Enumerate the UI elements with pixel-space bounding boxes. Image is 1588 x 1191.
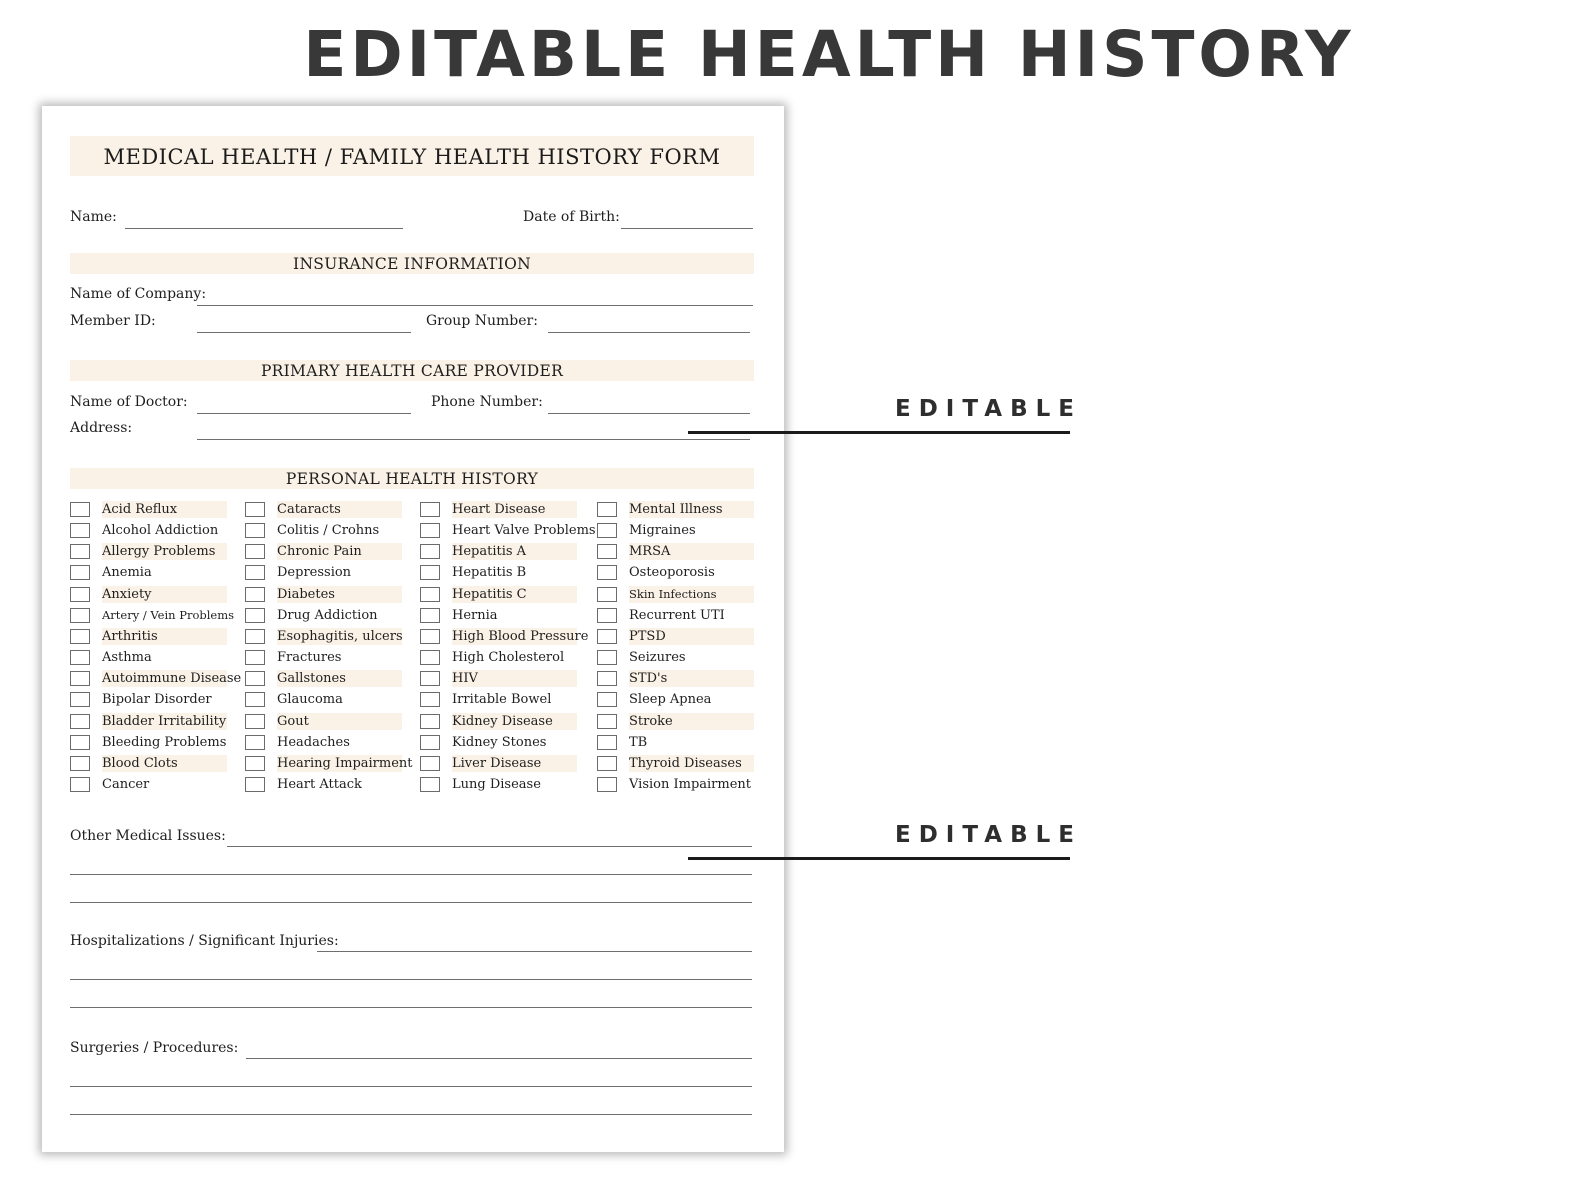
surgeries-line-3[interactable] <box>70 1114 752 1115</box>
history-item[interactable] <box>245 647 342 668</box>
history-item-label: Cancer <box>102 776 150 792</box>
history-checkbox[interactable] <box>420 735 440 750</box>
form-sheet <box>42 106 784 1152</box>
history-item-label: Anxiety <box>102 586 227 603</box>
history-item[interactable] <box>597 647 686 668</box>
editable-callout-1-line <box>688 431 1070 434</box>
history-item[interactable] <box>245 520 380 541</box>
history-item-label: HIV <box>452 670 577 687</box>
member-id-label: Member ID: <box>70 313 156 329</box>
history-item-label: Liver Disease <box>452 755 577 772</box>
history-item[interactable] <box>245 732 350 753</box>
form-title: MEDICAL HEALTH / FAMILY HEALTH HISTORY FORM <box>70 136 754 176</box>
history-item[interactable] <box>245 626 403 647</box>
history-checkbox[interactable] <box>597 544 617 559</box>
history-item-label: Hepatitis C <box>452 586 577 603</box>
history-checkbox[interactable] <box>597 650 617 665</box>
history-checkbox[interactable] <box>245 587 265 602</box>
history-item-label: Cataracts <box>277 501 402 518</box>
history-item-label: Alcohol Addiction <box>102 523 219 539</box>
history-item[interactable] <box>420 668 478 689</box>
history-item-label: Kidney Stones <box>452 734 547 750</box>
company-label: Name of Company: <box>70 286 207 302</box>
hospitalizations-line-1[interactable] <box>317 951 752 952</box>
history-item[interactable] <box>70 774 150 795</box>
history-checkbox[interactable] <box>420 650 440 665</box>
history-item[interactable] <box>245 541 362 562</box>
history-item[interactable] <box>597 753 742 774</box>
history-item[interactable] <box>420 689 552 710</box>
history-item-label: Sleep Apnea <box>629 692 712 708</box>
history-item-label: Hepatitis B <box>452 565 527 581</box>
phone-label: Phone Number: <box>431 394 543 410</box>
history-item[interactable] <box>420 711 553 732</box>
history-checkbox[interactable] <box>597 502 617 517</box>
history-item[interactable] <box>245 584 335 605</box>
history-item-label: Skin Infections <box>629 586 754 603</box>
history-item[interactable] <box>420 541 527 562</box>
history-checkbox[interactable] <box>245 608 265 623</box>
history-item[interactable] <box>70 499 178 520</box>
history-item[interactable] <box>70 562 152 583</box>
history-item[interactable] <box>70 584 152 605</box>
history-item-label: Anemia <box>102 565 152 581</box>
history-item-label: Arthritis <box>102 628 227 645</box>
hospitalizations-label: Hospitalizations / Significant Injuries: <box>70 933 339 949</box>
surgeries-line-1[interactable] <box>246 1058 752 1059</box>
history-item[interactable] <box>70 647 152 668</box>
company-field[interactable] <box>197 305 753 306</box>
other-issues-line-3[interactable] <box>70 902 752 903</box>
history-checkbox[interactable] <box>245 523 265 538</box>
history-checkbox[interactable] <box>420 502 440 517</box>
history-checkbox[interactable] <box>597 565 617 580</box>
dob-label: Date of Birth: <box>523 209 620 225</box>
history-item[interactable] <box>245 689 343 710</box>
history-item[interactable] <box>70 732 227 753</box>
history-item[interactable] <box>597 541 671 562</box>
doctor-label: Name of Doctor: <box>70 394 188 410</box>
history-checkbox[interactable] <box>245 650 265 665</box>
history-item-label: Drug Addiction <box>277 607 378 623</box>
editable-callout-2-line <box>688 857 1070 860</box>
history-item[interactable] <box>420 499 546 520</box>
history-item-label: Osteoporosis <box>629 565 715 581</box>
history-checkbox[interactable] <box>70 756 90 771</box>
member-id-field[interactable] <box>197 332 411 333</box>
history-item-label: Stroke <box>629 713 754 730</box>
history-checkbox[interactable] <box>597 671 617 686</box>
address-label: Address: <box>70 420 133 436</box>
history-item-label: Seizures <box>629 650 686 666</box>
history-item-label: Bipolar Disorder <box>102 692 212 708</box>
history-item-label: Esophagitis, ulcers <box>277 628 403 644</box>
history-checkbox[interactable] <box>597 714 617 729</box>
history-item[interactable] <box>597 668 668 689</box>
phone-field[interactable] <box>548 413 750 414</box>
history-item-label: Bladder Irritability <box>102 713 227 729</box>
history-item-label: Kidney Disease <box>452 713 577 730</box>
history-item[interactable] <box>420 647 565 668</box>
history-checkbox[interactable] <box>245 629 265 644</box>
history-item[interactable] <box>420 520 596 541</box>
history-item-label: High Cholesterol <box>452 650 565 666</box>
provider-heading: PRIMARY HEALTH CARE PROVIDER <box>70 360 754 381</box>
history-item[interactable] <box>70 668 242 689</box>
history-item-label: Migraines <box>629 523 696 539</box>
history-heading: PERSONAL HEALTH HISTORY <box>70 468 754 489</box>
history-checkbox[interactable] <box>245 692 265 707</box>
history-checkbox[interactable] <box>420 777 440 792</box>
history-checkbox[interactable] <box>70 777 90 792</box>
history-checkbox[interactable] <box>245 714 265 729</box>
history-item-label: Hepatitis A <box>452 543 577 560</box>
history-item-label: Diabetes <box>277 586 402 603</box>
history-item[interactable] <box>245 605 378 626</box>
history-item-label: Fractures <box>277 650 342 666</box>
history-item-label: Chronic Pain <box>277 543 402 560</box>
history-checkbox[interactable] <box>597 756 617 771</box>
history-item[interactable] <box>420 774 541 795</box>
history-item-label: High Blood Pressure <box>452 628 589 644</box>
history-item[interactable] <box>420 584 527 605</box>
history-item-label: Hearing Impairment <box>277 755 413 771</box>
history-checkbox[interactable] <box>420 692 440 707</box>
history-item[interactable] <box>597 605 725 626</box>
history-checkbox[interactable] <box>70 587 90 602</box>
history-item[interactable] <box>597 562 715 583</box>
history-item-label: Asthma <box>102 650 152 666</box>
history-item[interactable] <box>597 732 648 753</box>
history-item[interactable] <box>420 626 589 647</box>
history-item-label: Irritable Bowel <box>452 692 552 708</box>
history-checkbox[interactable] <box>597 735 617 750</box>
banner-title: EDITABLE HEALTH HISTORY <box>303 18 1355 91</box>
history-checkbox[interactable] <box>245 565 265 580</box>
history-item-label: Hernia <box>452 607 498 623</box>
history-checkbox[interactable] <box>70 608 90 623</box>
doctor-field[interactable] <box>197 413 411 414</box>
history-item[interactable] <box>245 753 413 774</box>
history-checkbox[interactable] <box>70 565 90 580</box>
history-checkbox[interactable] <box>420 629 440 644</box>
history-item-label: Acid Reflux <box>102 501 227 518</box>
dob-field[interactable] <box>621 228 753 229</box>
editable-callout-1: EDITABLE <box>895 396 1082 422</box>
history-item-label: PTSD <box>629 628 754 645</box>
history-item[interactable] <box>420 753 542 774</box>
history-checkbox[interactable] <box>70 523 90 538</box>
history-item-label: Glaucoma <box>277 692 343 708</box>
history-item[interactable] <box>597 774 752 795</box>
history-item[interactable] <box>420 605 498 626</box>
history-checkbox[interactable] <box>420 671 440 686</box>
history-checkbox[interactable] <box>420 587 440 602</box>
history-checkbox[interactable] <box>70 714 90 729</box>
history-item[interactable] <box>245 711 309 732</box>
history-item-label: Recurrent UTI <box>629 607 725 623</box>
history-item[interactable] <box>70 711 227 732</box>
history-item-label: STD's <box>629 670 754 687</box>
history-item[interactable] <box>597 584 717 605</box>
history-item-label: Headaches <box>277 734 350 750</box>
history-checkbox[interactable] <box>245 671 265 686</box>
history-checkbox[interactable] <box>420 714 440 729</box>
history-item-label: Gallstones <box>277 670 402 687</box>
history-item[interactable] <box>597 520 696 541</box>
history-item-label: Heart Attack <box>277 776 362 792</box>
surgeries-label: Surgeries / Procedures: <box>70 1040 239 1056</box>
history-checkbox[interactable] <box>70 544 90 559</box>
history-item-label: Autoimmune Disease <box>102 671 242 687</box>
history-item-label: Allergy Problems <box>102 543 227 560</box>
history-item-label: Thyroid Diseases <box>629 755 754 772</box>
history-item[interactable] <box>70 541 216 562</box>
history-item[interactable] <box>597 711 673 732</box>
history-checkbox[interactable] <box>597 692 617 707</box>
hospitalizations-line-3[interactable] <box>70 1007 752 1008</box>
history-item[interactable] <box>245 499 341 520</box>
history-item-label: Mental Illness <box>629 501 754 518</box>
name-field[interactable] <box>125 228 403 229</box>
history-checkbox[interactable] <box>597 523 617 538</box>
history-checkbox[interactable] <box>245 777 265 792</box>
history-checkbox[interactable] <box>597 587 617 602</box>
history-item[interactable] <box>70 753 178 774</box>
history-item[interactable] <box>597 626 666 647</box>
history-item-label: Bleeding Problems <box>102 734 227 750</box>
history-item-label: Blood Clots <box>102 755 227 772</box>
history-checkbox[interactable] <box>245 502 265 517</box>
history-checkbox[interactable] <box>70 671 90 686</box>
other-issues-label: Other Medical Issues: <box>70 828 226 844</box>
history-item-label: Artery / Vein Problems <box>102 607 235 622</box>
history-item[interactable] <box>420 562 527 583</box>
history-item[interactable] <box>70 689 212 710</box>
history-checkbox[interactable] <box>70 629 90 644</box>
history-item-label: MRSA <box>629 543 754 560</box>
history-item-label: TB <box>629 734 648 750</box>
history-item-label: Gout <box>277 713 402 730</box>
history-item[interactable] <box>420 732 547 753</box>
history-item[interactable] <box>245 774 362 795</box>
history-item-label: Colitis / Crohns <box>277 523 380 539</box>
history-item[interactable] <box>245 668 346 689</box>
history-item-label: Lung Disease <box>452 776 541 792</box>
hospitalizations-line-2[interactable] <box>70 979 752 980</box>
history-checkbox[interactable] <box>597 608 617 623</box>
history-item-label: Vision Impairment <box>629 776 752 792</box>
name-label: Name: <box>70 209 117 225</box>
history-checkbox[interactable] <box>70 502 90 517</box>
group-number-field[interactable] <box>548 332 750 333</box>
history-checkbox[interactable] <box>245 735 265 750</box>
history-checkbox[interactable] <box>420 565 440 580</box>
history-item[interactable] <box>597 689 712 710</box>
history-checkbox[interactable] <box>70 650 90 665</box>
history-checkbox[interactable] <box>420 523 440 538</box>
other-issues-line-1[interactable] <box>227 846 752 847</box>
address-field[interactable] <box>197 439 750 440</box>
group-number-label: Group Number: <box>426 313 538 329</box>
history-item-label: Heart Disease <box>452 501 577 518</box>
history-checkbox[interactable] <box>420 756 440 771</box>
history-checkbox[interactable] <box>597 777 617 792</box>
history-item[interactable] <box>245 562 352 583</box>
history-item[interactable] <box>70 520 219 541</box>
history-item[interactable] <box>597 499 723 520</box>
history-checkbox[interactable] <box>245 544 265 559</box>
surgeries-line-2[interactable] <box>70 1086 752 1087</box>
editable-callout-2: EDITABLE <box>895 822 1082 848</box>
history-item[interactable] <box>70 626 158 647</box>
history-checkbox[interactable] <box>597 629 617 644</box>
history-item[interactable] <box>70 605 235 626</box>
insurance-heading: INSURANCE INFORMATION <box>70 253 754 274</box>
history-checkbox[interactable] <box>245 756 265 771</box>
history-checkbox[interactable] <box>70 735 90 750</box>
history-checkbox[interactable] <box>420 544 440 559</box>
other-issues-line-2[interactable] <box>70 874 752 875</box>
history-checkbox[interactable] <box>70 692 90 707</box>
history-checkbox[interactable] <box>420 608 440 623</box>
history-item-label: Depression <box>277 565 352 581</box>
history-item-label: Heart Valve Problems <box>452 523 596 539</box>
